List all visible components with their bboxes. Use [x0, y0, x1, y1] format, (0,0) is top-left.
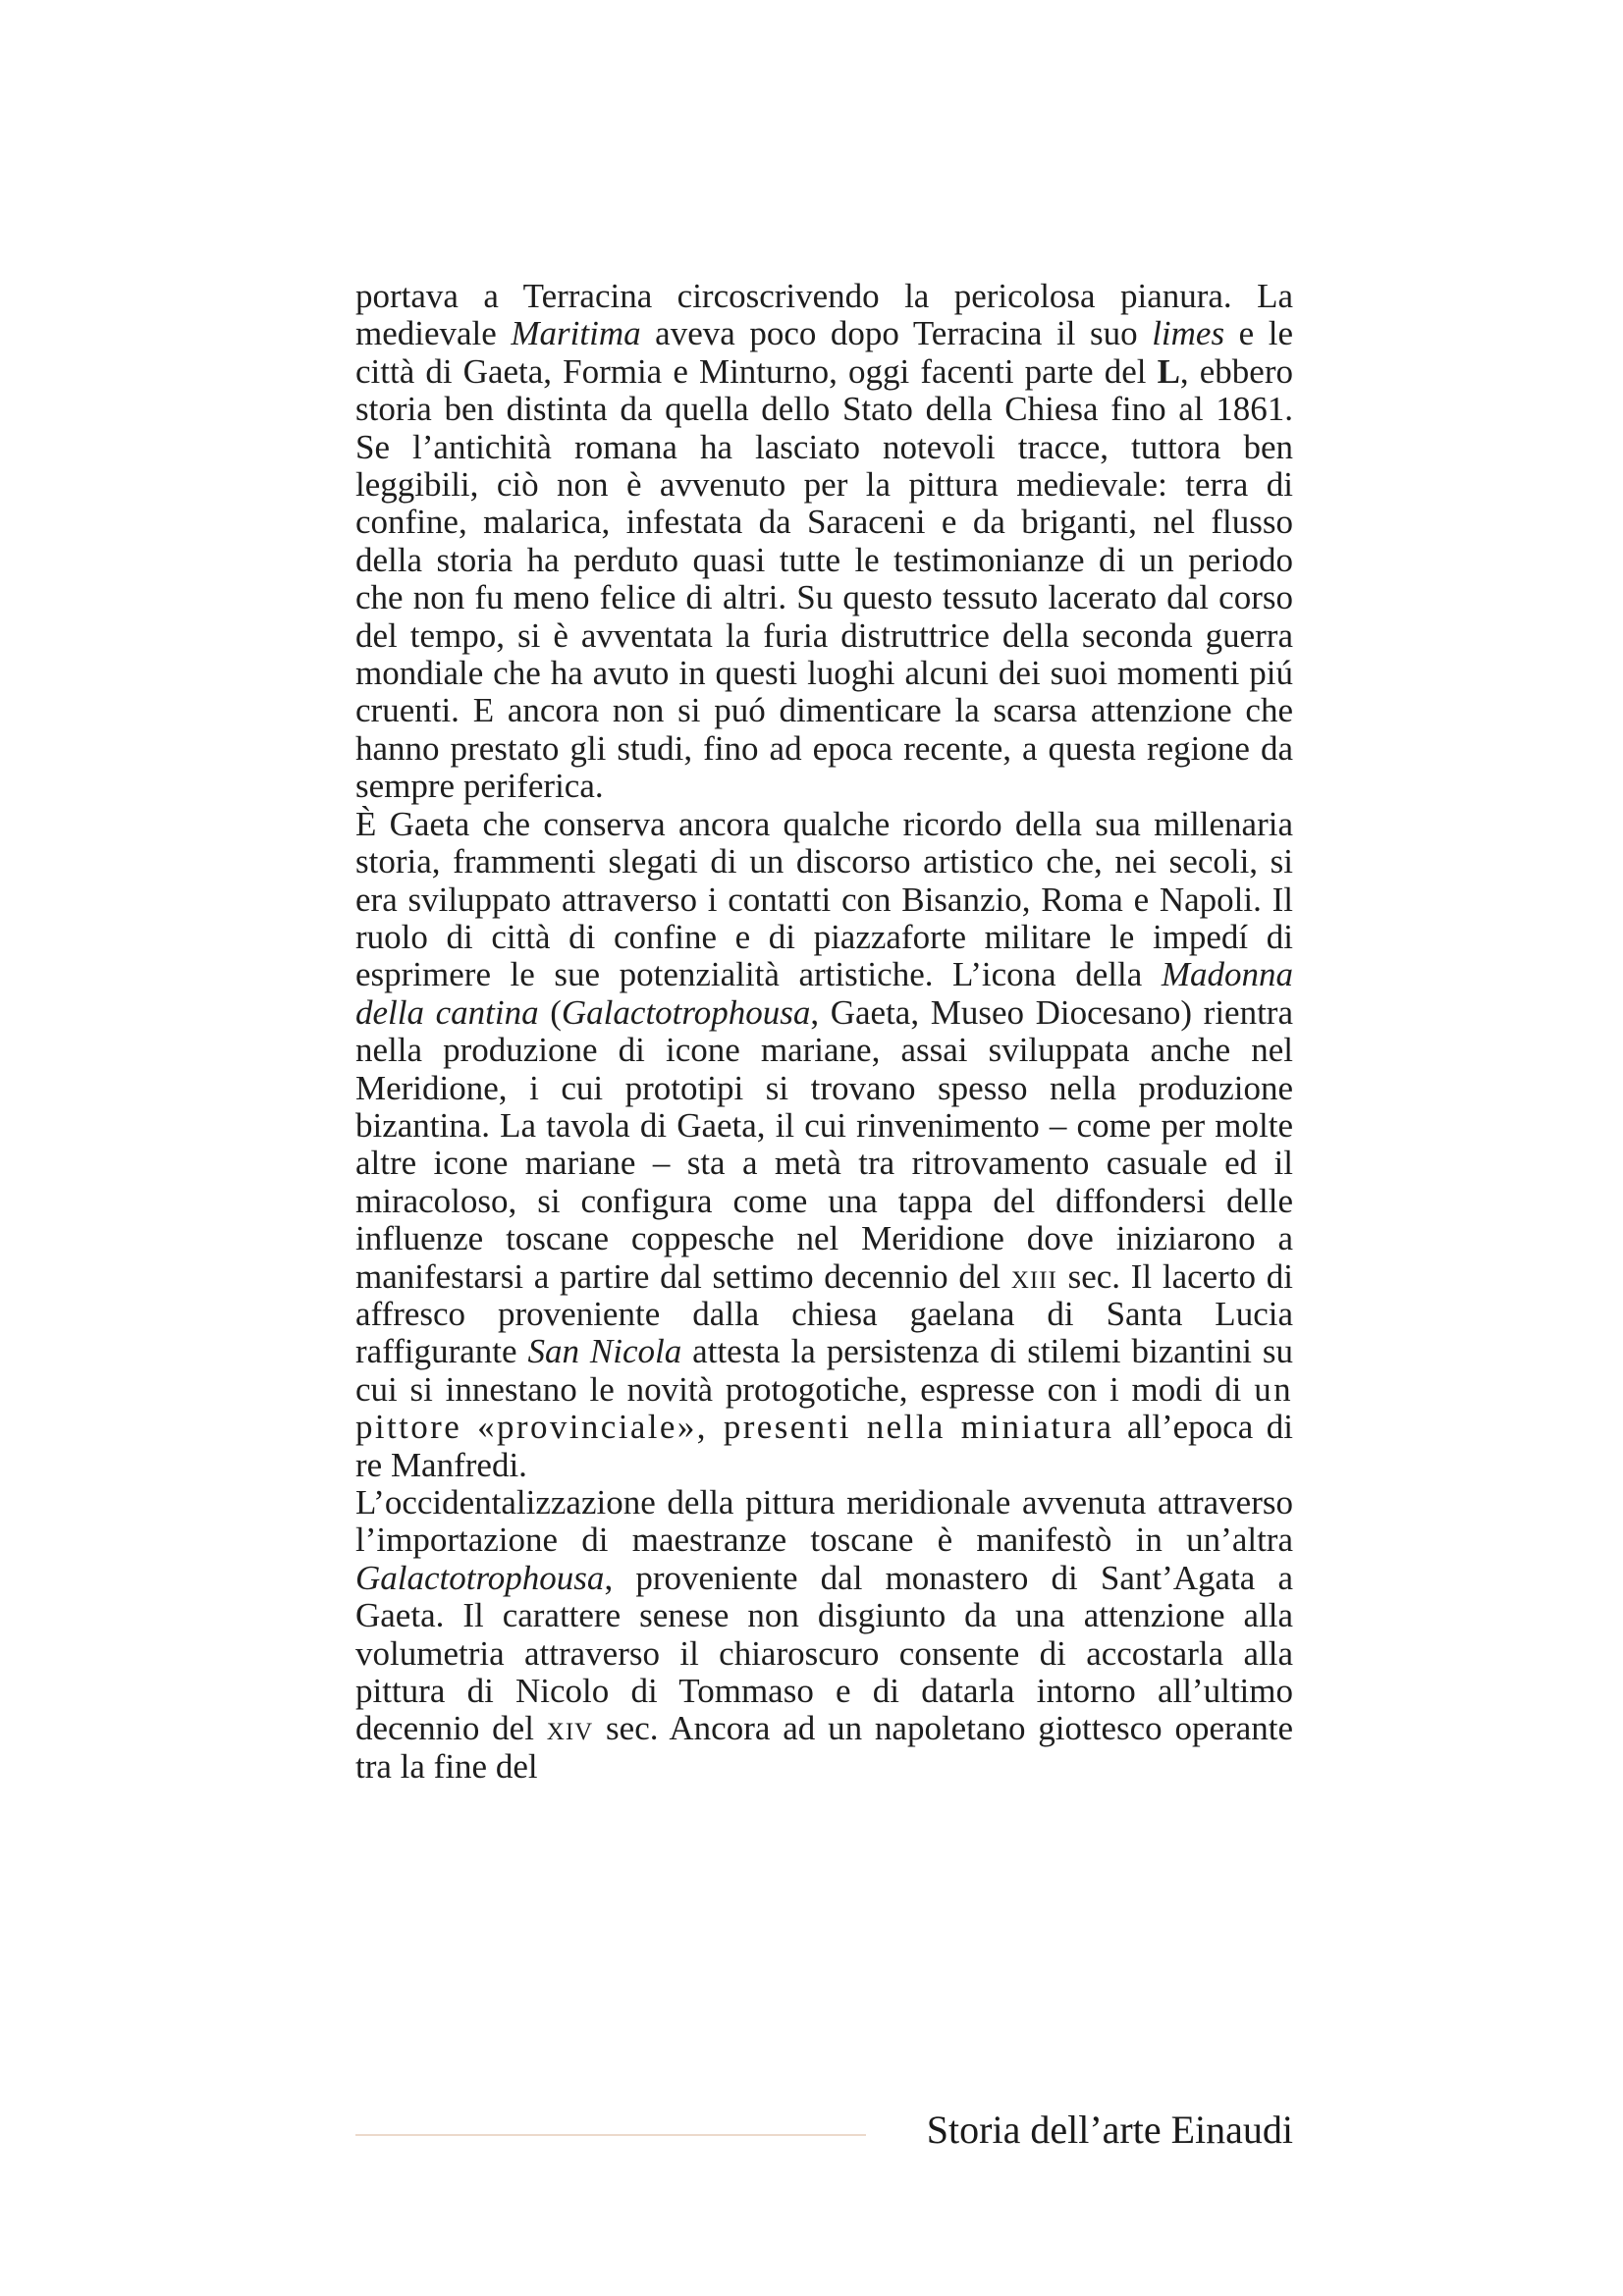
- text-run: portava a Terracina circoscrivendo la pericolosa pianura. La medievale: [355, 277, 1293, 353]
- text-run: all’epoca di re Manfredi.: [355, 1408, 1294, 1484]
- text-run: , ebbero storia ben distinta da quella dello Stato della Chiesa fino al 1861. Se l’antichità romana ha lasciato notevoli tracce, tuttora ben leggibili, ciò non è avvenuto per la pittura medievale: terra di confine, malarica, infestata da Saraceni e da briganti, nel flusso della storia ha perduto quasi tutte le testimonianze di un periodo che non fu meno felice di altri. Su questo tessuto lacerato dal corso del tempo, si è avventata la furia distruttrice della seconda guerra mondiale che ha avuto in questi luoghi alcuni dei suoi momenti piú cruenti. E ancora non si puó dimenticare la scarsa attenzione che hanno prestato gli studi, fino ad epoca recente, a questa regione da sempre periferica.: [355, 351, 1293, 806]
- text-run: L’occidentalizzazione della pittura meridionale avvenuta attraverso l’importazione di maestranze toscane è manifestò in un’altra: [355, 1483, 1293, 1560]
- page-footer: [355, 2106, 1293, 2155]
- text-run: È Gaeta che conserva ancora qualche ricordo della sua millenaria storia, frammenti slegati di un discorso artistico che, nei secoli, si era sviluppato attraverso i contatti con Bisanzio, Roma e Napoli. Il ruolo di città di confine e di piazzaforte militare le impedí di esprimere le sue potenzialità artistiche. L’icona della: [355, 804, 1293, 994]
- bold-term: L: [1157, 351, 1180, 391]
- paragraph-1: [355, 278, 1293, 806]
- footer-title: Storia dell’arte Einaudi: [926, 2108, 1293, 2152]
- roman-numeral: xiii: [1010, 1256, 1057, 1296]
- paragraph-3: [355, 1484, 1293, 1786]
- text-run: e le città di Gaeta, Formia e Minturno, oggi facenti parte del: [355, 314, 1294, 391]
- text-run: sec. Ancora ad un napoletano giottesco operante tra la fine del: [355, 1709, 1293, 1786]
- text-run: , Gaeta, Museo Diocesano) rientra nella produzione di icone mariane, assai sviluppata anche nel Meridione, i cui prototipi si trovano spesso nella produzione bizantina. La tavola di Gaeta, il cui rinvenimento – come per molte altre icone mariane – sta a metà tra ritrovamento casuale ed il miracoloso, si configura come una tappa del diffondersi delle influenze toscane coppesche nel Meridione dove iniziarono a manifestarsi a partire dal settimo decennio del: [355, 992, 1293, 1296]
- italic-term: Madonna della cantina: [355, 955, 1293, 1032]
- italic-term: San Nicola: [527, 1332, 682, 1371]
- footer-rule: [355, 2134, 866, 2136]
- italic-term: limes: [1152, 314, 1225, 353]
- text-run: (: [538, 992, 562, 1032]
- italic-term: Galactotrophousa: [561, 992, 811, 1032]
- body-text: [355, 278, 1293, 1786]
- text-run: attesta la persistenza di stilemi bizantini su cui si innestano le novità protogotiche, espresse con i modi di: [355, 1332, 1294, 1409]
- spaced-text-run: un pittore «provinciale», presenti nella miniatura: [355, 1369, 1293, 1447]
- italic-term: Galactotrophousa: [355, 1558, 605, 1597]
- italic-term: Maritima: [511, 314, 641, 353]
- text-run: sec. Il lacerto di affresco proveniente dalla chiesa gaelana di Santa Lucia raffigurante: [355, 1256, 1293, 1371]
- text-run: aveva poco dopo Terracina il suo: [640, 314, 1153, 353]
- roman-numeral: xiv: [546, 1709, 594, 1748]
- text-run: , proveniente dal monastero di Sant’Agata a Gaeta. Il carattere senese non disgiunto da una attenzione alla volumetria attraverso il chiaroscuro consente di accostarla alla pittura di Nicolo di Tommaso e di datarla intorno all’ultimo decennio del: [355, 1558, 1293, 1748]
- paragraph-2: [355, 806, 1293, 1484]
